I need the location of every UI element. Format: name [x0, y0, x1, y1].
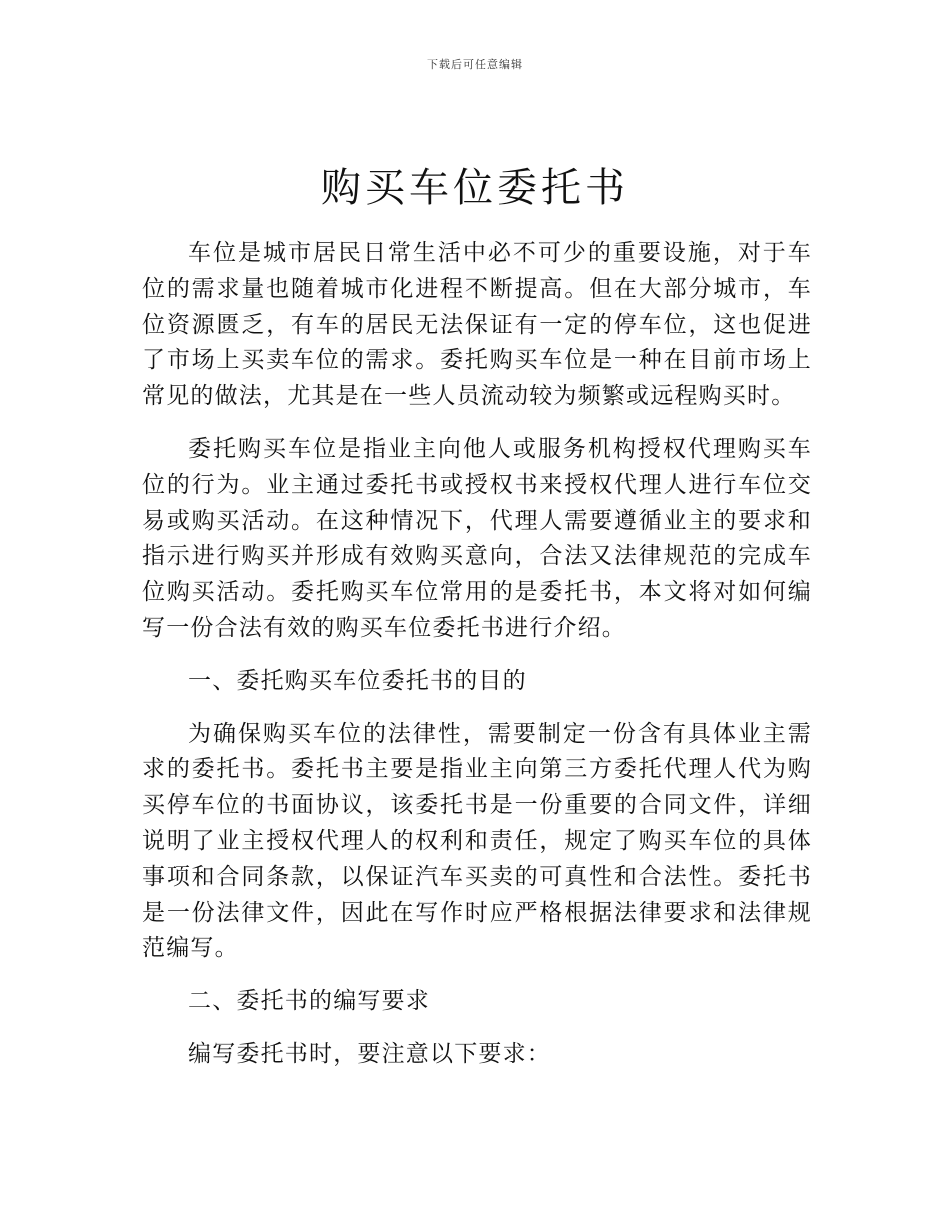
document-title: 购买车位委托书: [321, 165, 629, 211]
paragraph-definition: 委托购买车位是指业主向他人或服务机构授权代理购买车位的行为。业主通过委托书或授权书来授权代理人进行车位交易或购买活动。在这种情况下，代理人需要遵循业主的要求和指示进行购买并形成有效购买意向，合法又法律规范的完成车位购买活动。委托购买车位常用的是委托书，本文将对如何编写一份合法有效的购买车位委托书进行介绍。: [142, 435, 812, 641]
paragraph-requirements-intro: 编写委托书时，要注意以下要求：: [188, 1040, 551, 1067]
paragraph-purpose: 为确保购买车位的法律性，需要制定一份含有具体业主需求的委托书。委托书主要是指业主向第三方委托代理人代为购买停车位的书面协议，该委托书是一份重要的合同文件，详细说明了业主授权代理人的权利和责任，规定了购买车位的具体事项和合同条款，以保证汽车买卖的可真性和合法性。委托书是一份法律文件，因此在写作时应严格根据法律要求和法律规范编写。: [142, 720, 812, 962]
section-heading-purpose: 一、委托购买车位委托书的目的: [188, 667, 527, 694]
section-heading-requirements: 二、委托书的编写要求: [188, 988, 430, 1015]
paragraph-intro: 车位是城市居民日常生活中必不可少的重要设施，对于车位的需求量也随着城市化进程不断提高。但在大部分城市，车位资源匮乏，有车的居民无法保证有一定的停车位，这也促进了市场上买卖车位的需求。委托购买车位是一种在目前市场上常见的做法，尤其是在一些人员流动较为频繁或远程购买时。: [142, 240, 812, 410]
header-note: 下载后可任意编辑: [427, 58, 523, 71]
document-body: [142, 236, 812, 1090]
